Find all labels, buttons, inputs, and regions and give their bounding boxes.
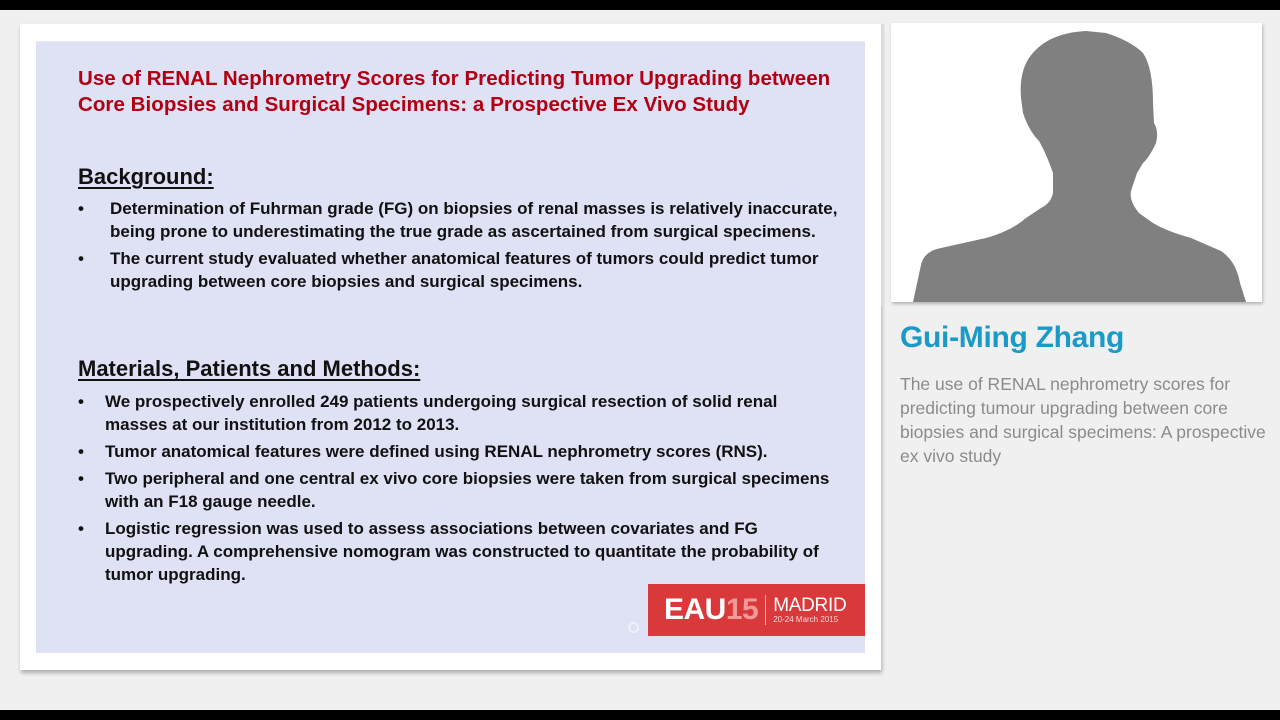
logo-location <box>773 596 846 625</box>
speaker-photo <box>891 23 1262 302</box>
bullet-icon: • <box>78 519 84 538</box>
bullet-icon: • <box>78 469 84 488</box>
bullet-icon: • <box>78 249 84 268</box>
bullet-item <box>78 197 838 243</box>
bullet-text: We prospectively enrolled 249 patients undergoing surgical resection of solid renal masses at our institution from 2012 to 2013. <box>105 392 778 434</box>
eau-conference-logo <box>648 584 865 636</box>
bullet-icon: • <box>78 199 84 218</box>
section-heading-background: Background: <box>78 164 214 189</box>
panel-divider <box>881 24 884 306</box>
video-player-stage <box>0 10 1280 710</box>
speaker-name: Gui-Ming Zhang <box>900 321 1125 354</box>
bullet-text: The current study evaluated whether anatomical features of tumors could predict tumor upgrading between core biopsies and surgical specimens. <box>110 249 819 291</box>
logo-city: MADRID <box>773 594 847 616</box>
bullet-item <box>78 467 838 513</box>
bullet-text: Tumor anatomical features were defined using RENAL nephrometry scores (RNS). <box>105 442 768 461</box>
bullet-text: Two peripheral and one central ex vivo core biopsies were taken from surgical specimens with an F18 gauge needle. <box>105 469 830 511</box>
logo-divider <box>765 595 766 625</box>
person-silhouette-icon <box>891 23 1262 302</box>
logo-year: 15 <box>725 593 759 626</box>
background-bullet-list <box>78 197 838 297</box>
bullet-icon: • <box>78 392 84 411</box>
bullet-item <box>78 517 838 586</box>
bullet-item <box>78 247 838 293</box>
section-heading-methods: Materials, Patients and Methods: <box>78 356 421 381</box>
bullet-text: Determination of Fuhrman grade (FG) on biopsies of renal masses is relatively inaccurate, being prone to underestimating the true grade as ascertained from surgical specimens. <box>110 199 838 241</box>
slide-frame <box>20 24 881 670</box>
watermark-icon <box>628 622 639 633</box>
logo-brand: EAU <box>664 593 726 626</box>
logo-dates: 20-24 March 2015 <box>773 614 839 624</box>
bullet-icon: • <box>78 442 84 461</box>
slide-title: Use of RENAL Nephrometry Scores for Predicting Tumor Upgrading between Core Biopsies and Surgical Specimens: a Prospective Ex Vivo Study <box>78 67 831 116</box>
bullet-item <box>78 440 838 463</box>
presentation-slide <box>36 41 865 653</box>
bullet-item <box>78 390 838 436</box>
methods-bullet-list <box>78 390 838 590</box>
bullet-text: Logistic regression was used to assess associations between covariates and FG upgrading. A comprehensive nomogram was constructed to quantitate the probability of tumor upgrading. <box>105 519 819 584</box>
talk-title: The use of RENAL nephrometry scores for predicting tumour upgrading between core biopsies and surgical specimens: A prospective ex vivo study <box>900 374 1266 466</box>
